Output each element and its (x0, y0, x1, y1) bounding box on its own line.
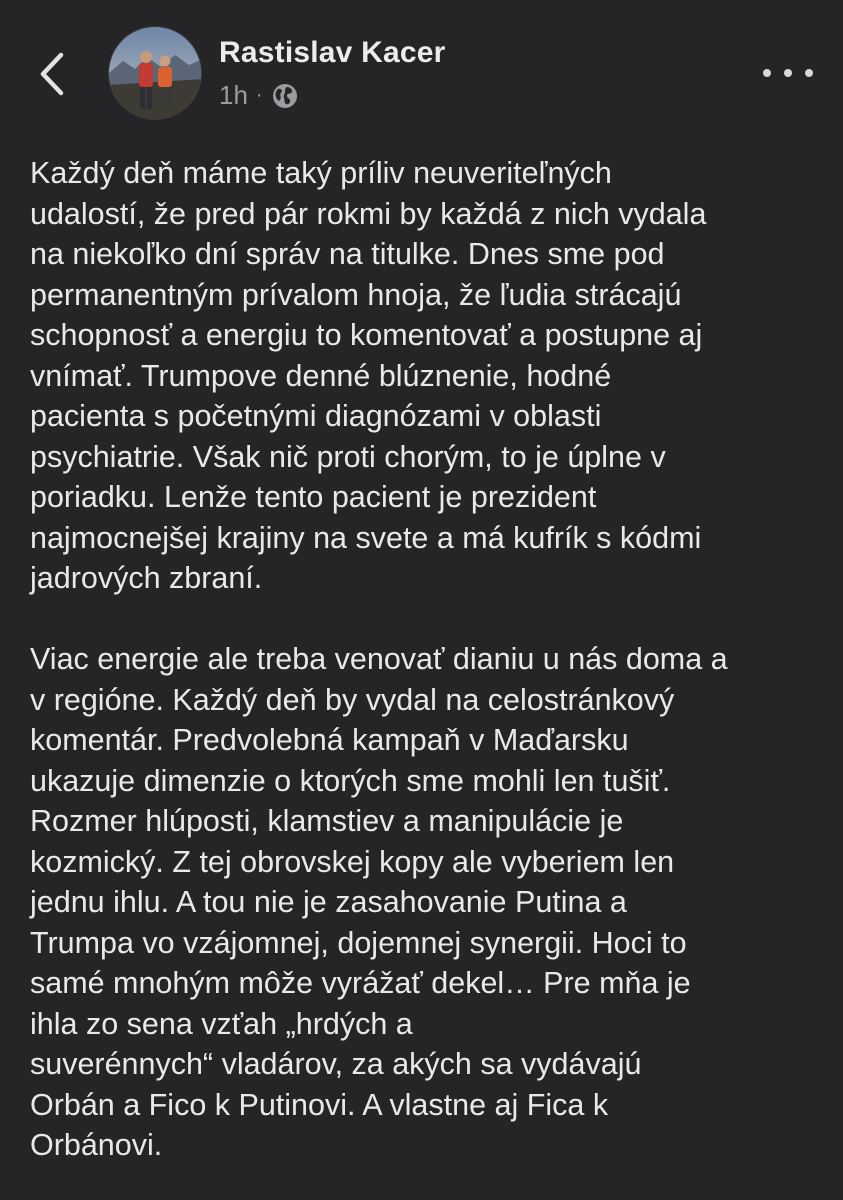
more-options-button[interactable] (763, 58, 813, 88)
back-button[interactable] (30, 44, 74, 104)
post-timestamp[interactable]: 1h (219, 80, 248, 110)
post-meta (219, 80, 298, 111)
avatar[interactable] (108, 26, 202, 120)
chevron-left-icon (38, 51, 66, 97)
post-header (0, 0, 843, 140)
post-paragraph-2: Viac energie ale treba venovať dianiu u nás doma a v regióne. Každý deň by vydal na celostránkový komentár. Predvolebná kampaň v Maďarsku ukazuje dimenzie o ktorých sme mohli len tušiť. Rozmer hlúposti, klamstiev a manipulácie je kozmický. Z tej obrovskej kopy ale vyberiem len jednu ihlu. A tou nie je zasahovanie Putina a Trumpa vo vzájomnej, dojemnej synergii. Hoci to samé mnohým môže vyrážať dekel… Pre mňa je ihla zo sena vzťah „hrdých a suverénnych“ vladárov, za akých sa vydávajú Orbán a Fico k Putinovi. A vlastne aj Fica k Orbánovi. (30, 642, 728, 1162)
author-name[interactable]: Rastislav Kacer (219, 36, 446, 69)
globe-icon (272, 83, 298, 109)
post-text (30, 153, 820, 1166)
post-paragraph-1: Každý deň máme taký príliv neuveriteľných udalostí, že pred pár rokmi by každá z nich vydala na niekoľko dní správ na titulke. Dnes sme pod permanentným prívalom hnoja, že ľudia strácajú schopnosť a energiu to komentovať a postupne aj vnímať. Trumpove denné blúznenie, hodné pacienta s početnými diagnózami v oblasti psychiatrie. Však nič proti chorým, to je úplne v poriadku. Lenže tento pacient je prezident najmocnejšej krajiny na svete a má kufrík s kódmi jadrových zbraní. (30, 156, 707, 595)
meta-separator: · (255, 84, 263, 106)
more-horizontal-icon (763, 69, 771, 77)
avatar-photo (109, 27, 202, 120)
